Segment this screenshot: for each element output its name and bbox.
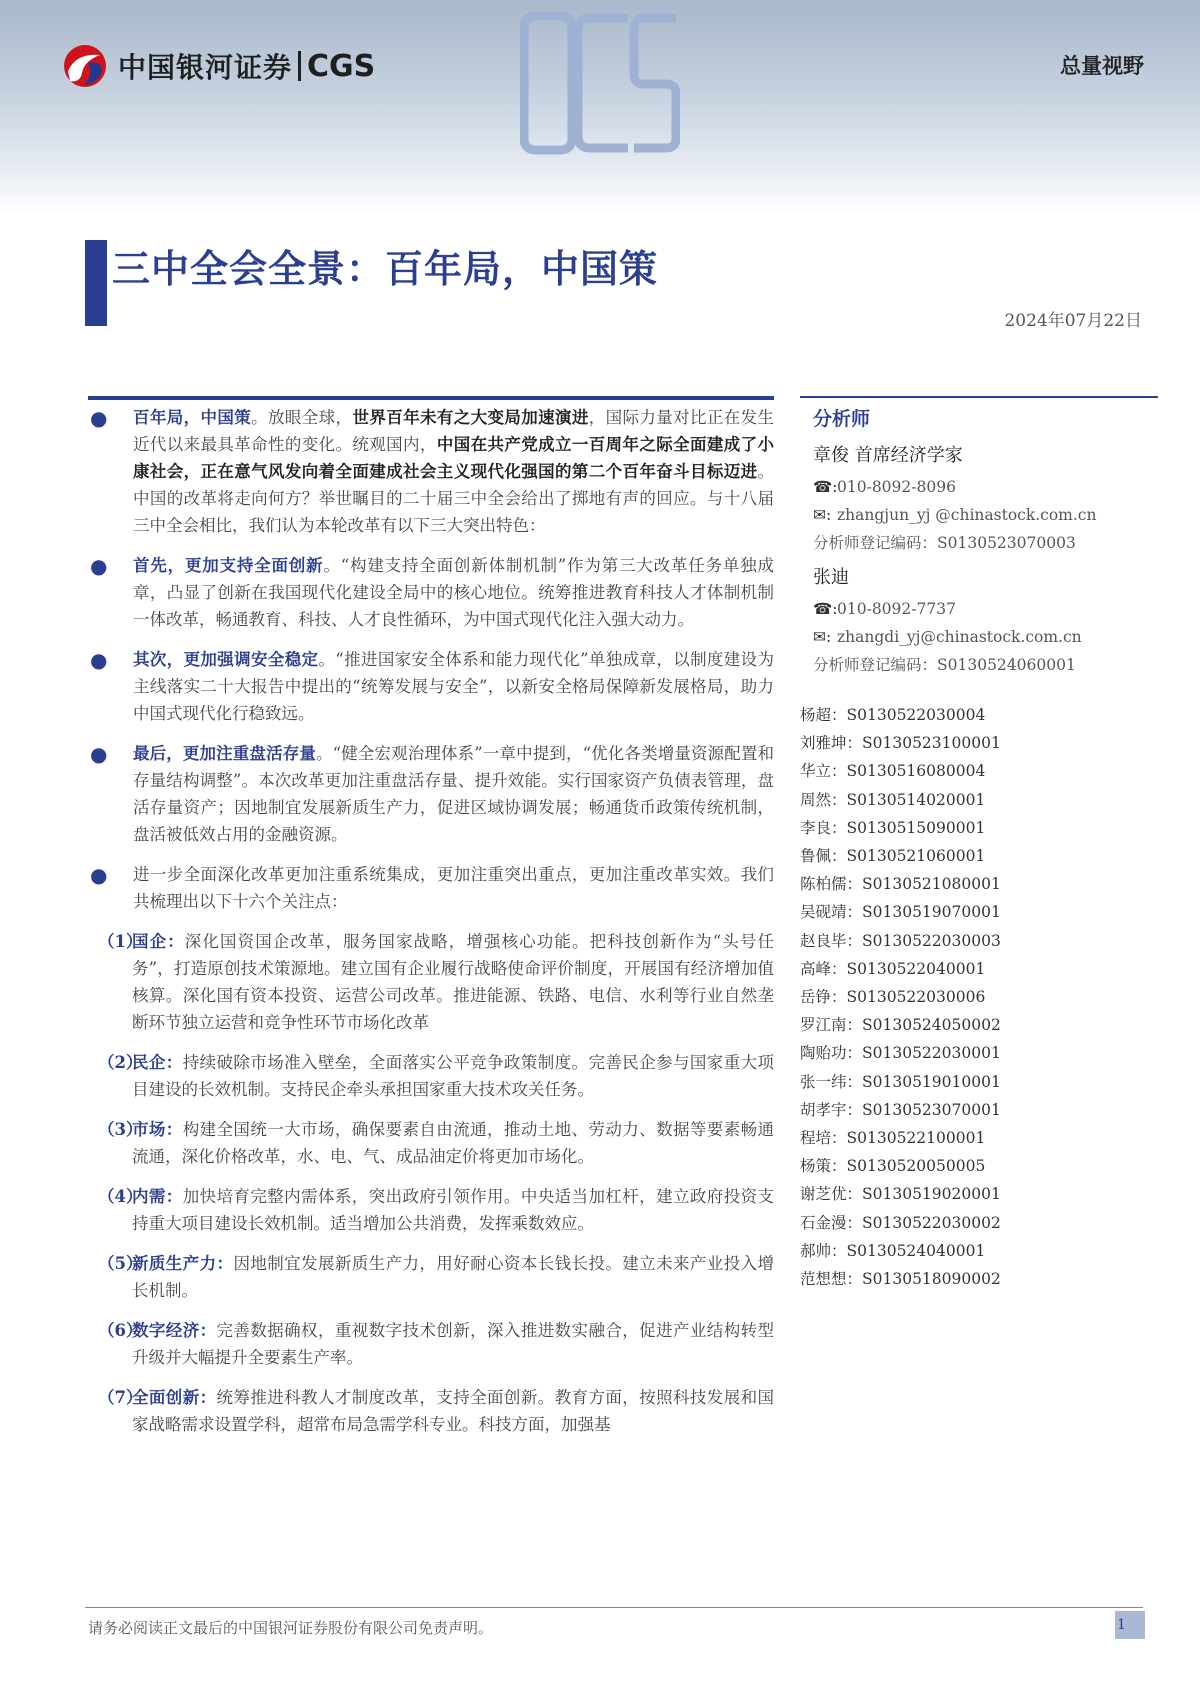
analyst-cert: 分析师登记编码：S0130524060001 bbox=[813, 656, 1076, 674]
email-icon: ✉: bbox=[813, 628, 832, 646]
team-member: 赵良毕：S0130522030003 bbox=[800, 931, 1001, 950]
analyst-name: 章俊 首席经济学家 bbox=[813, 445, 963, 466]
focus-item-number: （7） bbox=[98, 1388, 143, 1407]
analyst-card bbox=[800, 563, 1160, 679]
focus-item-text: 因地制宜发展新质生产力，用好耐心资本长钱长投。建立未来产业投入增长机制。 bbox=[132, 1254, 775, 1300]
main-column-rule bbox=[88, 396, 774, 400]
focus-item-1 bbox=[88, 928, 774, 1036]
focus-item-number: （4） bbox=[98, 1187, 143, 1206]
analyst-phone bbox=[813, 473, 1160, 501]
focus-item-lead: 国企： bbox=[132, 932, 185, 951]
team-member: 周然：S0130514020001 bbox=[800, 790, 986, 809]
focus-item-number: （1） bbox=[98, 932, 143, 951]
focus-item-2 bbox=[88, 1049, 774, 1103]
team-member: 杨策：S0130520050005 bbox=[800, 1157, 986, 1176]
analyst-phone bbox=[813, 595, 1160, 623]
analyst-name: 张迪 bbox=[813, 567, 849, 588]
bullet-text: 。“推进国家安全体系和能力现代化”单独成章，以制度建设为主线落实二十大报告中提出的“统筹发展与安全”，以新安全格局保障新发展格局，助力中国式现代化行稳致远。 bbox=[133, 650, 775, 723]
email-address: zhangjun_yj @chinastock.com.cn bbox=[837, 506, 1097, 524]
analyst-heading: 分析师 bbox=[813, 408, 871, 430]
bullet-text: 。“健全宏观治理体系”一章中提到，“优化各类增量资源配置和存量结构调整”。本次改革更加注重盘活存量、提升效能。实行国家资产负债表管理，盘活存量资产；因地制宜发展新质生产力，促进区域协调发展；畅通货币政策传统机制，盘活被低效占用的金融资源。 bbox=[133, 744, 774, 844]
bullet-text: 进一步全面深化改革更加注重系统集成，更加注重突出重点，更加注重改革实效。我们共梳理出以下十六个关注点： bbox=[133, 865, 774, 911]
bullet-dot-icon: ● bbox=[90, 406, 108, 430]
title-accent-bar bbox=[85, 240, 107, 326]
cgs-logo-icon bbox=[62, 43, 108, 89]
logo-separator bbox=[298, 51, 301, 81]
phone-icon: ☎: bbox=[813, 478, 838, 496]
main-content bbox=[88, 404, 774, 1451]
team-member: 鲁佩：S0130521060001 bbox=[800, 847, 986, 866]
team-member: 高峰：S0130522040001 bbox=[800, 959, 986, 978]
bullet-bold-text: 世界百年未有之大变局加速演进 bbox=[352, 408, 589, 427]
focus-item-number: （5） bbox=[98, 1254, 143, 1273]
team-member: 张一纬：S0130519010001 bbox=[800, 1072, 1001, 1091]
bullet-text: ，国际力量对比正在发生近代以来最具革命性的变化。统观国内， bbox=[133, 408, 775, 454]
focus-item-4 bbox=[88, 1183, 774, 1237]
analyst-sidebar bbox=[800, 400, 1160, 1293]
focus-item-lead: 数字经济： bbox=[132, 1321, 217, 1340]
team-member: 岳铮：S0130522030006 bbox=[800, 988, 986, 1007]
focus-item-lead: 内需： bbox=[132, 1187, 183, 1206]
focus-item-number: （2） bbox=[98, 1053, 143, 1072]
report-category-tag: 总量视野 bbox=[1060, 53, 1144, 78]
phone-number: 010-8092-7737 bbox=[837, 600, 956, 618]
focus-item-6 bbox=[88, 1317, 774, 1371]
focus-item-lead: 全面创新： bbox=[132, 1388, 217, 1407]
bullet-lead: 首先，更加支持全面创新 bbox=[133, 556, 324, 575]
summary-bullet-3 bbox=[88, 646, 774, 727]
team-member: 范想想：S0130518090002 bbox=[800, 1270, 1001, 1289]
bullet-text: 。“构建支持全面创新体制机制”作为第三大改革任务单独成章，凸显了创新在我国现代化建设全局中的核心地位。统筹推进教育科技人才体制机制一体改革，畅通教育、科技、人才良性循环，为中国式现代化注入强大动力。 bbox=[133, 556, 775, 629]
sidebar-rule bbox=[800, 396, 1158, 398]
footer-rule bbox=[85, 1607, 1143, 1608]
focus-item-lead: 市场： bbox=[132, 1120, 183, 1139]
focus-item-7 bbox=[88, 1384, 774, 1438]
summary-bullet-2 bbox=[88, 552, 774, 633]
phone-number: 010-8092-8096 bbox=[837, 478, 956, 496]
footer-disclaimer: 请务必阅读正文最后的中国银河证券股份有限公司免责声明。 bbox=[88, 1619, 494, 1637]
team-member: 谢芝优：S0130519020001 bbox=[800, 1185, 1001, 1204]
team-member: 石金漫：S0130522030002 bbox=[800, 1213, 1001, 1232]
analyst-email bbox=[813, 501, 1160, 529]
focus-item-3 bbox=[88, 1116, 774, 1170]
focus-item-number: （6） bbox=[98, 1321, 143, 1340]
bullet-lead: 其次，更加强调安全稳定 bbox=[133, 650, 319, 669]
summary-bullet-1 bbox=[88, 404, 774, 539]
bullet-dot-icon: ● bbox=[90, 554, 108, 578]
team-member: 华立：S0130516080004 bbox=[800, 762, 986, 781]
focus-item-text: 统筹推进科教人才制度改革，支持全面创新。教育方面，按照科技发展和国家战略需求设置学科，超常布局急需学科专业。科技方面，加强基 bbox=[132, 1388, 775, 1434]
email-address: zhangdi_yj@chinastock.com.cn bbox=[837, 628, 1082, 646]
team-member: 陈柏儒：S0130521080001 bbox=[800, 875, 1001, 894]
focus-item-lead: 新质生产力： bbox=[132, 1254, 234, 1273]
page-number: 1 bbox=[1115, 1611, 1145, 1639]
bullet-dot-icon: ● bbox=[90, 863, 108, 887]
focus-item-text: 持续破除市场准入壁垒，全面落实公平竞争政策制度。完善民企参与国家重大项目建设的长效机制。支持民企牵头承担国家重大技术攻关任务。 bbox=[132, 1053, 775, 1099]
team-member: 杨超：S0130522030004 bbox=[800, 706, 986, 724]
focus-item-lead: 民企： bbox=[132, 1053, 183, 1072]
bullet-dot-icon: ● bbox=[90, 742, 108, 766]
focus-item-text: 完善数据确权，重视数字技术创新，深入推进数实融合，促进产业结构转型升级并大幅提升全要素生产率。 bbox=[132, 1321, 775, 1367]
bullet-bold-text: 中国在共产党成立一百周年之际全面建成了小康社会，正在意气风发向着全面建成社会主义现代化强国的第二个百年奋斗目标迈进 bbox=[133, 435, 775, 481]
bullet-text: 。中国的改革将走向何方？举世瞩目的二十届三中全会给出了掷地有声的回应。与十八届三中全会相比，我们认为本轮改革有以下三大突出特色： bbox=[133, 462, 774, 535]
team-member: 陶贻功：S0130522030001 bbox=[800, 1044, 1001, 1063]
analyst-card bbox=[800, 441, 1160, 557]
team-member: 李良：S0130515090001 bbox=[800, 818, 986, 837]
report-date: 2024年07月22日 bbox=[1004, 311, 1142, 331]
focus-item-number: （3） bbox=[98, 1120, 143, 1139]
research-team-list bbox=[800, 701, 1160, 1293]
bullet-lead: 百年局，中国策 bbox=[133, 408, 252, 427]
team-member: 程培：S0130522100001 bbox=[800, 1129, 986, 1148]
email-icon: ✉: bbox=[813, 506, 832, 524]
analyst-email bbox=[813, 623, 1160, 651]
summary-bullet-5 bbox=[88, 861, 774, 915]
focus-item-5 bbox=[88, 1250, 774, 1304]
focus-item-text: 构建全国统一大市场，确保要素自由流通，推动土地、劳动力、数据等要素畅通流通，深化价格改革，水、电、气、成品油定价将更加市场化。 bbox=[132, 1120, 775, 1166]
bullet-lead: 最后，更加注重盘活存量 bbox=[133, 744, 316, 763]
analyst-cert: 分析师登记编码：S0130523070003 bbox=[813, 534, 1076, 552]
company-logo bbox=[62, 42, 375, 90]
team-member: 罗江南：S0130524050002 bbox=[800, 1016, 1001, 1035]
focus-item-text: 加快培育完整内需体系，突出政府引领作用。中央适当加杠杆，建立政府投资支持重大项目建设长效机制。适当增加公共消费，发挥乘数效应。 bbox=[132, 1187, 775, 1233]
report-title: 三中全会全景：百年局，中国策 bbox=[112, 246, 659, 291]
cgs-watermark-graphic bbox=[520, 8, 680, 158]
logo-company-name: 中国银河证券 bbox=[118, 51, 293, 84]
bullet-text: 。放眼全球， bbox=[251, 408, 353, 427]
team-member: 吴砚靖：S0130519070001 bbox=[800, 903, 1001, 922]
logo-english-name: CGS bbox=[307, 48, 376, 84]
focus-item-text: 深化国资国企改革，服务国家战略，增强核心功能。把科技创新作为“头号任务”，打造原创技术策源地。建立国有企业履行战略使命评价制度，开展国有经济增加值核算。深化国有资本投资、运营公司改革。推进能源、铁路、电信、水利等行业自然垄断环节独立运营和竞争性环节市场化改革 bbox=[132, 932, 774, 1032]
bullet-dot-icon: ● bbox=[90, 648, 108, 672]
summary-bullet-4 bbox=[88, 740, 774, 848]
team-member: 胡孝宇：S0130523070001 bbox=[800, 1100, 1001, 1119]
team-member: 郝帅：S0130524040001 bbox=[800, 1241, 986, 1260]
team-member: 刘雅坤：S0130523100001 bbox=[800, 734, 1001, 753]
phone-icon: ☎: bbox=[813, 600, 838, 618]
